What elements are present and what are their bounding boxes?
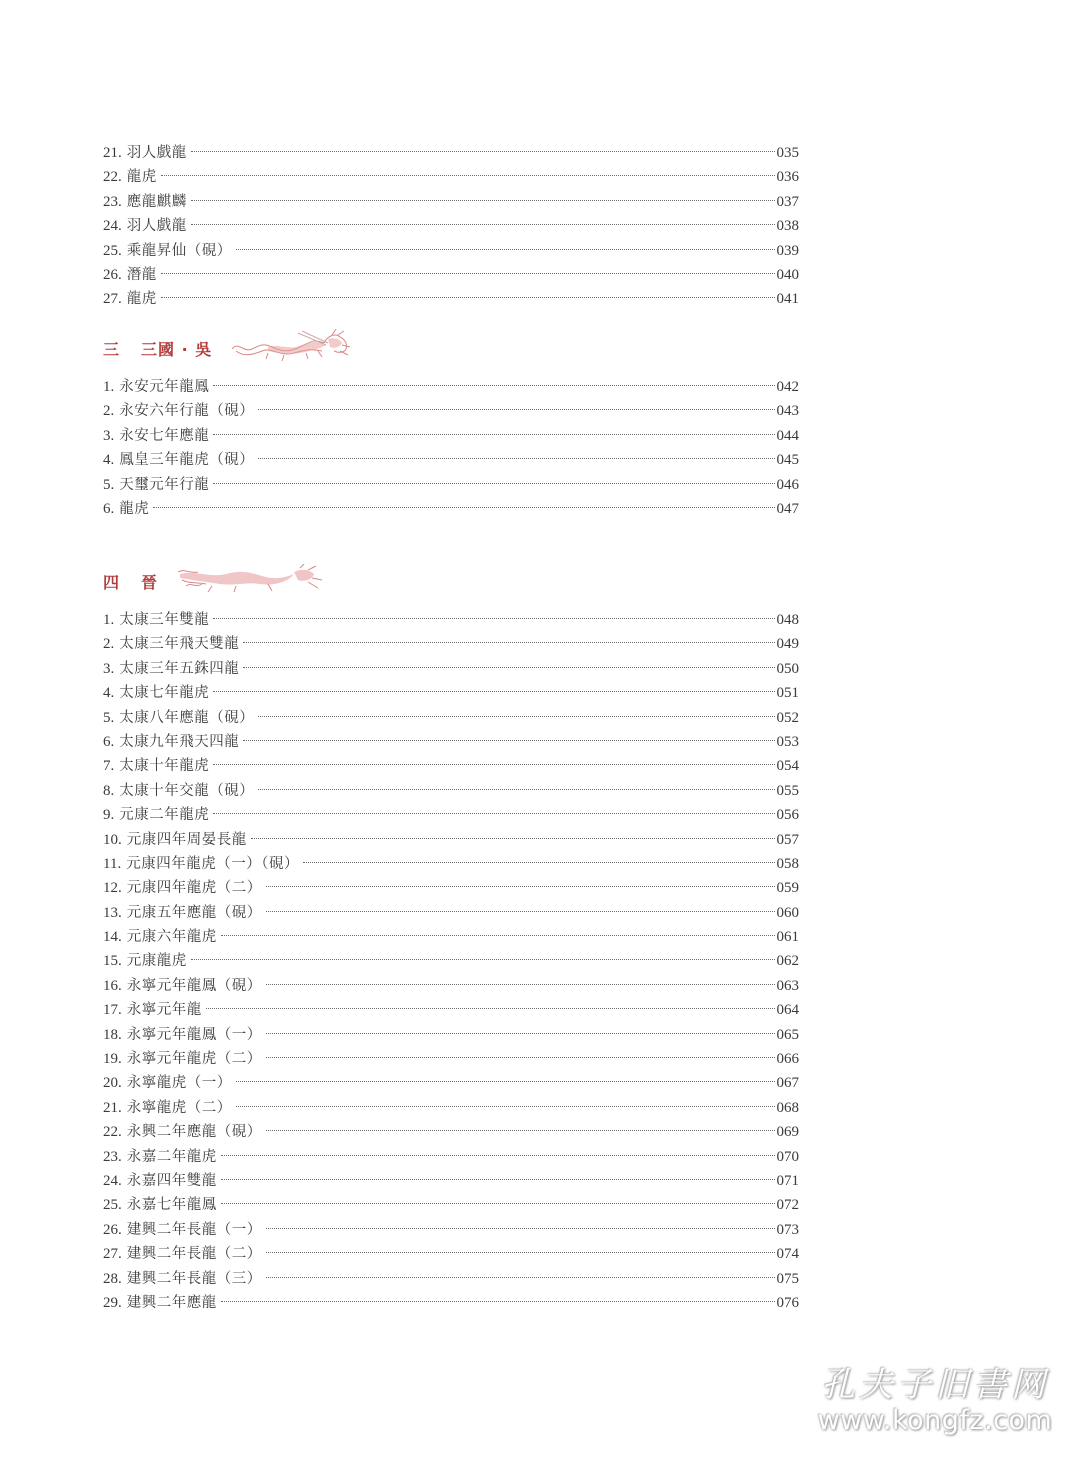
- entry-number: 23.: [103, 1148, 122, 1165]
- entry-number: 17.: [103, 1002, 122, 1019]
- entry-page-number: 052: [776, 709, 799, 726]
- toc-entry[interactable]: [103, 1096, 799, 1120]
- dot-leader: [258, 409, 774, 410]
- entry-title: 永寧元年龍鳳（硯）: [126, 977, 262, 994]
- entry-page-number: 069: [776, 1124, 799, 1141]
- dot-leader: [266, 1228, 775, 1229]
- watermark-url: www.kongfz.com: [817, 1405, 1053, 1436]
- entry-page-number: 068: [776, 1099, 799, 1116]
- dot-leader: [258, 789, 774, 790]
- dot-leader: [191, 959, 775, 960]
- entry-title: 太康十年交龍（硯）: [119, 782, 255, 799]
- entry-number: 28.: [103, 1270, 122, 1287]
- dot-leader: [161, 297, 775, 298]
- entry-page-number: 073: [776, 1221, 799, 1238]
- entry-page-number: 063: [776, 977, 799, 994]
- dot-leader: [236, 249, 775, 250]
- entry-page-number: 041: [776, 291, 799, 308]
- entry-number: 27.: [103, 291, 122, 308]
- entry-title: 永興二年應龍（硯）: [126, 1124, 262, 1141]
- entry-title: 元康四年龍虎（一）（硯）: [126, 855, 299, 872]
- toc-list-three-kingdoms-wu: [103, 375, 799, 521]
- dot-leader: [213, 813, 774, 814]
- toc-list-jin: [103, 608, 799, 1315]
- entry-page-number: 054: [776, 758, 799, 775]
- entry-title: 太康三年五銖四龍: [119, 660, 240, 677]
- entry-page-number: 065: [776, 1026, 799, 1043]
- entry-title: 天璽元年行龍: [119, 476, 210, 493]
- entry-number: 15.: [103, 953, 122, 970]
- dot-leader: [221, 1179, 775, 1180]
- entry-title: 羽人戲龍: [126, 218, 187, 235]
- dot-leader: [266, 886, 775, 887]
- dot-leader: [251, 838, 775, 839]
- dot-leader: [213, 483, 774, 484]
- entry-page-number: 040: [776, 266, 799, 283]
- entry-number: 2.: [103, 403, 115, 420]
- entry-page-number: 066: [776, 1051, 799, 1068]
- entry-number: 22.: [103, 169, 122, 186]
- dot-leader: [266, 984, 775, 985]
- dot-leader: [266, 1057, 775, 1058]
- section-number: 三: [103, 339, 120, 359]
- entry-number: 27.: [103, 1246, 122, 1263]
- entry-page-number: 049: [776, 636, 799, 653]
- entry-page-number: 053: [776, 733, 799, 750]
- dot-leader: [206, 1008, 775, 1009]
- toc-list-han-continued: [103, 141, 799, 312]
- dot-leader: [161, 175, 775, 176]
- dot-leader: [191, 224, 775, 225]
- dragon-illustration-icon: [228, 329, 354, 367]
- toc-entry[interactable]: [103, 1145, 799, 1169]
- dot-leader: [161, 273, 775, 274]
- entry-title: 元康二年龍虎: [119, 807, 210, 824]
- entry-page-number: 070: [776, 1148, 799, 1165]
- dot-leader: [221, 935, 775, 936]
- dot-leader: [191, 151, 775, 152]
- entry-page-number: 036: [776, 169, 799, 186]
- toc-entry[interactable]: [103, 399, 799, 423]
- dot-leader: [266, 1033, 775, 1034]
- entry-page-number: 039: [776, 242, 799, 259]
- entry-page-number: 057: [776, 831, 799, 848]
- entry-title: 永嘉七年龍鳳: [126, 1197, 217, 1214]
- entry-number: 11.: [103, 855, 122, 872]
- entry-title: 永安六年行龍（硯）: [119, 403, 255, 420]
- toc-entry[interactable]: [103, 1291, 799, 1315]
- entry-title: 永寧元年龍虎（二）: [126, 1051, 262, 1068]
- toc-entry[interactable]: [103, 632, 799, 656]
- dot-leader: [243, 667, 774, 668]
- entry-page-number: 067: [776, 1075, 799, 1092]
- dot-leader: [243, 642, 774, 643]
- entry-title: 建興二年長龍（二）: [126, 1246, 262, 1263]
- dot-leader: [266, 1277, 775, 1278]
- toc-entry[interactable]: [103, 1120, 799, 1144]
- entry-number: 1.: [103, 612, 115, 628]
- entry-number: 10.: [103, 831, 122, 848]
- toc-entry[interactable]: [103, 1242, 799, 1266]
- entry-number: 29.: [103, 1294, 122, 1311]
- toc-entry[interactable]: [103, 263, 799, 287]
- entry-number: 21.: [103, 145, 122, 161]
- entry-page-number: 072: [776, 1197, 799, 1214]
- entry-page-number: 047: [776, 500, 799, 517]
- toc-entry[interactable]: [103, 1071, 799, 1095]
- toc-entry[interactable]: [103, 1193, 799, 1217]
- entry-title: 永安元年龍鳳: [119, 379, 210, 395]
- entry-number: 24.: [103, 1172, 122, 1189]
- entry-title: 太康七年龍虎: [119, 685, 210, 702]
- section-number: 四: [103, 572, 120, 592]
- entry-title: 永嘉四年雙龍: [126, 1172, 217, 1189]
- entry-page-number: 059: [776, 880, 799, 897]
- dot-leader: [221, 1155, 775, 1156]
- entry-title: 鳳皇三年龍虎（硯）: [119, 452, 255, 469]
- toc-entry[interactable]: [103, 190, 799, 214]
- entry-title: 龍虎: [119, 500, 150, 517]
- dot-leader: [258, 716, 774, 717]
- entry-page-number: 048: [776, 612, 799, 628]
- entry-title: 永安七年應龍: [119, 427, 210, 444]
- dot-leader: [243, 740, 774, 741]
- entry-number: 21.: [103, 1099, 122, 1116]
- entry-page-number: 062: [776, 953, 799, 970]
- entry-title: 永寧元年龍: [126, 1002, 202, 1019]
- toc-entry[interactable]: [103, 165, 799, 189]
- entry-title: 太康三年飛天雙龍: [119, 636, 240, 653]
- entry-page-number: 064: [776, 1002, 799, 1019]
- toc-entry[interactable]: [103, 239, 799, 263]
- toc-entry[interactable]: [103, 287, 799, 311]
- entry-page-number: 060: [776, 904, 799, 921]
- entry-number: 25.: [103, 242, 122, 259]
- dot-leader: [191, 200, 775, 201]
- entry-title: 羽人戲龍: [126, 145, 187, 161]
- entry-number: 24.: [103, 218, 122, 235]
- entry-page-number: 075: [776, 1270, 799, 1287]
- entry-number: 16.: [103, 977, 122, 994]
- dot-leader: [236, 1081, 775, 1082]
- dot-leader: [213, 691, 774, 692]
- toc-entry[interactable]: [103, 657, 799, 681]
- entry-title: 元康龍虎: [126, 953, 187, 970]
- entry-page-number: 076: [776, 1294, 799, 1311]
- toc-entry[interactable]: [103, 730, 799, 754]
- dot-leader: [303, 862, 775, 863]
- entry-title: 元康五年應龍（硯）: [126, 904, 262, 921]
- toc-entry[interactable]: [103, 828, 799, 852]
- dot-leader: [236, 1106, 775, 1107]
- entry-page-number: 046: [776, 476, 799, 493]
- entry-title: 乘龍昇仙（硯）: [126, 242, 232, 259]
- dot-leader: [221, 1203, 775, 1204]
- toc-entry[interactable]: [103, 949, 799, 973]
- entry-number: 13.: [103, 904, 122, 921]
- entry-title: 永寧元年龍鳳（一）: [126, 1026, 262, 1043]
- entry-number: 23.: [103, 193, 122, 210]
- entry-page-number: 061: [776, 929, 799, 946]
- toc-entry[interactable]: [103, 375, 799, 399]
- entry-page-number: 056: [776, 807, 799, 824]
- toc-entry[interactable]: [103, 779, 799, 803]
- dot-leader: [266, 1252, 775, 1253]
- entry-title: 應龍麒麟: [126, 193, 187, 210]
- entry-title: 永嘉二年龍虎: [126, 1148, 217, 1165]
- entry-page-number: 074: [776, 1246, 799, 1263]
- entry-number: 5.: [103, 476, 115, 493]
- entry-number: 9.: [103, 807, 115, 824]
- toc-entry[interactable]: [103, 1023, 799, 1047]
- entry-title: 建興二年長龍（一）: [126, 1221, 262, 1238]
- toc-entry[interactable]: [103, 1169, 799, 1193]
- toc-entry[interactable]: [103, 803, 799, 827]
- entry-title: 太康三年雙龍: [119, 612, 210, 628]
- entry-page-number: 035: [776, 145, 799, 161]
- entry-number: 6.: [103, 733, 115, 750]
- entry-number: 5.: [103, 709, 115, 726]
- dot-leader: [213, 434, 774, 435]
- entry-title: 永寧龍虎（一）: [126, 1075, 232, 1092]
- toc-entry[interactable]: [103, 1047, 799, 1071]
- toc-entry[interactable]: [103, 1218, 799, 1242]
- dot-leader: [258, 458, 774, 459]
- entry-page-number: 055: [776, 782, 799, 799]
- entry-number: 4.: [103, 685, 115, 702]
- entry-page-number: 050: [776, 660, 799, 677]
- toc-entry[interactable]: [103, 608, 799, 632]
- entry-number: 3.: [103, 427, 115, 444]
- entry-title: 潛龍: [126, 266, 157, 283]
- toc-entry[interactable]: [103, 214, 799, 238]
- dot-leader: [153, 507, 774, 508]
- toc-entry[interactable]: [103, 424, 799, 448]
- entry-page-number: 044: [776, 427, 799, 444]
- entry-number: 22.: [103, 1124, 122, 1141]
- toc-entry[interactable]: [103, 852, 799, 876]
- watermark-text-cn: 孔夫子旧書网: [821, 1365, 1049, 1405]
- section-header-jin: [103, 561, 326, 601]
- dot-leader: [213, 618, 774, 619]
- toc-entry[interactable]: [103, 497, 799, 521]
- entry-title: 建興二年應龍: [126, 1294, 217, 1311]
- entry-page-number: 038: [776, 218, 799, 235]
- entry-number: 18.: [103, 1026, 122, 1043]
- toc-entry[interactable]: [103, 876, 799, 900]
- entry-title: 元康六年龍虎: [126, 929, 217, 946]
- entry-title: 建興二年長龍（三）: [126, 1270, 262, 1287]
- entry-title: 永寧龍虎（二）: [126, 1099, 232, 1116]
- entry-number: 26.: [103, 1221, 122, 1238]
- section-title: 三國 · 吳: [141, 339, 213, 359]
- entry-number: 19.: [103, 1051, 122, 1068]
- section-header-three-kingdoms-wu: [103, 328, 354, 368]
- entry-number: 12.: [103, 880, 122, 897]
- entry-title: 太康八年應龍（硯）: [119, 709, 255, 726]
- entry-page-number: 043: [776, 403, 799, 420]
- entry-number: 2.: [103, 636, 115, 653]
- entry-number: 7.: [103, 758, 115, 775]
- entry-number: 20.: [103, 1075, 122, 1092]
- entry-page-number: 042: [776, 379, 799, 395]
- entry-page-number: 045: [776, 452, 799, 469]
- dot-leader: [213, 385, 774, 386]
- entry-page-number: 037: [776, 193, 799, 210]
- entry-page-number: 051: [776, 685, 799, 702]
- toc-entry[interactable]: [103, 925, 799, 949]
- entry-title: 太康九年飛天四龍: [119, 733, 240, 750]
- dragon-illustration-icon: [176, 564, 326, 598]
- entry-number: 26.: [103, 266, 122, 283]
- entry-number: 25.: [103, 1197, 122, 1214]
- dot-leader: [221, 1301, 775, 1302]
- entry-page-number: 071: [776, 1172, 799, 1189]
- entry-number: 8.: [103, 782, 115, 799]
- entry-page-number: 058: [776, 855, 799, 872]
- watermark: [815, 1365, 1055, 1437]
- toc-entry[interactable]: [103, 998, 799, 1022]
- toc-entry[interactable]: [103, 901, 799, 925]
- toc-entry[interactable]: [103, 706, 799, 730]
- entry-title: 龍虎: [126, 291, 157, 308]
- dot-leader: [213, 764, 774, 765]
- entry-title: 元康四年龍虎（二）: [126, 880, 262, 897]
- toc-entry[interactable]: [103, 754, 799, 778]
- toc-entry[interactable]: [103, 681, 799, 705]
- entry-number: 1.: [103, 379, 115, 395]
- toc-entry[interactable]: [103, 448, 799, 472]
- entry-number: 4.: [103, 452, 115, 469]
- toc-entry[interactable]: [103, 974, 799, 998]
- entry-number: 3.: [103, 660, 115, 677]
- entry-title: 太康十年龍虎: [119, 758, 210, 775]
- entry-number: 14.: [103, 929, 122, 946]
- entry-number: 6.: [103, 500, 115, 517]
- toc-entry[interactable]: [103, 473, 799, 497]
- section-title: 晉: [141, 572, 159, 592]
- dot-leader: [266, 911, 775, 912]
- entry-title: 龍虎: [126, 169, 157, 186]
- entry-title: 元康四年周晏長龍: [126, 831, 247, 848]
- toc-entry[interactable]: [103, 1267, 799, 1291]
- dot-leader: [266, 1130, 775, 1131]
- toc-entry[interactable]: [103, 141, 799, 165]
